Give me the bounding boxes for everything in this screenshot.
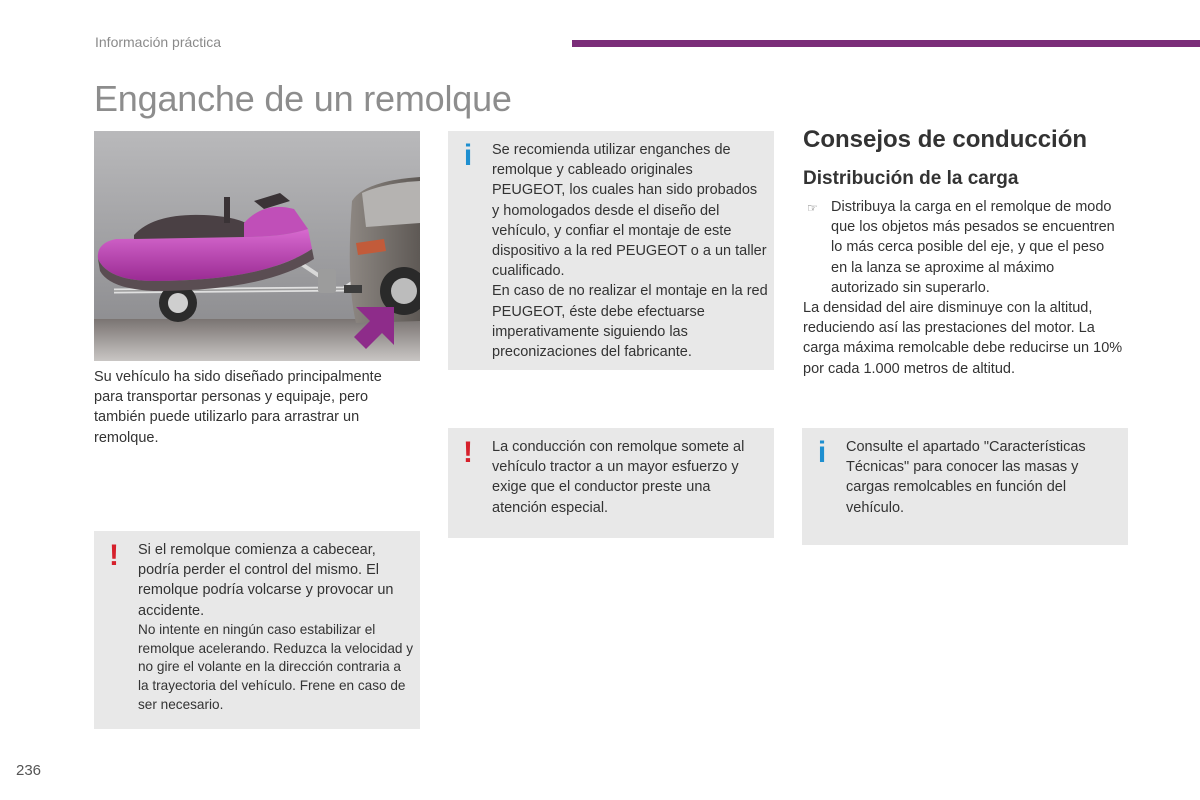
note-text: Consulte el apartado "Características Técnicas" para conocer las masas y cargas remolcables en función del vehículo. (846, 439, 1086, 516)
note-paragraph: Se recomienda utilizar enganches de remolque y cableado originales PEUGEOT, los cuales han sido probados y homologados desde el diseño del vehículo, y confiar el montaje de este dispositivo a la red PEUGEOT o a un taller cualificado. (492, 142, 767, 280)
page-title: Enganche de un remolque (94, 78, 512, 119)
trailer-towing-illustration (94, 131, 420, 361)
section-heading: Consejos de conducción (803, 126, 1088, 153)
warning-note (94, 531, 420, 729)
warning-note (448, 428, 774, 538)
info-note (448, 131, 774, 370)
bullet-text: Distribuya la carga en el remolque de modo que los objetos más pesados se encuentren lo más cerca posible del eje, y que el peso en la lanza se aproxime al máximo autorizado sin superarlo. (831, 199, 1115, 296)
page-number: 236 (16, 762, 42, 779)
info-note (802, 428, 1128, 545)
note-text: Si el remolque comienza a cabecear, podría perder el control del mismo. El remolque podría volcarse y provocar un accidente. (138, 542, 394, 619)
section-bar (572, 40, 1200, 47)
intro-text: Su vehículo ha sido diseñado principalmente para transportar personas y equipaje, pero también puede utilizarlo para arrastrar un remolque. (94, 369, 382, 446)
warning-icon: ! (109, 539, 119, 572)
note-text: La conducción con remolque somete al vehículo tractor a un mayor esfuerzo y exige que el conductor preste una atención especial. (492, 439, 745, 516)
info-icon: i (463, 139, 473, 172)
load-distribution-text (803, 197, 1123, 379)
arrow-bullet-icon: ☞ (807, 201, 818, 215)
subsection-heading: Distribución de la carga (803, 168, 1019, 189)
note-text: No intente en ningún caso estabilizar el remolque acelerando. Reduzca la velocidad y no gire el volante en la dirección contraria a la trayectoria del vehículo. Frene en caso de ser necesario. (138, 621, 414, 712)
note-paragraph: En caso de no realizar el montaje en la red PEUGEOT, éste debe efectuarse imperativamente siguiendo las preconizaciones del fabricante. (492, 283, 768, 361)
info-icon: i (817, 436, 827, 469)
section-label: Información práctica (95, 34, 222, 50)
list-item (803, 197, 1123, 298)
altitude-paragraph: La densidad del aire disminuye con la altitud, reduciendo así las prestaciones del motor. La carga máxima remolcable debe reducirse un 10% por cada 1.000 metros de altitud. (803, 300, 1123, 377)
warning-icon: ! (463, 436, 473, 469)
